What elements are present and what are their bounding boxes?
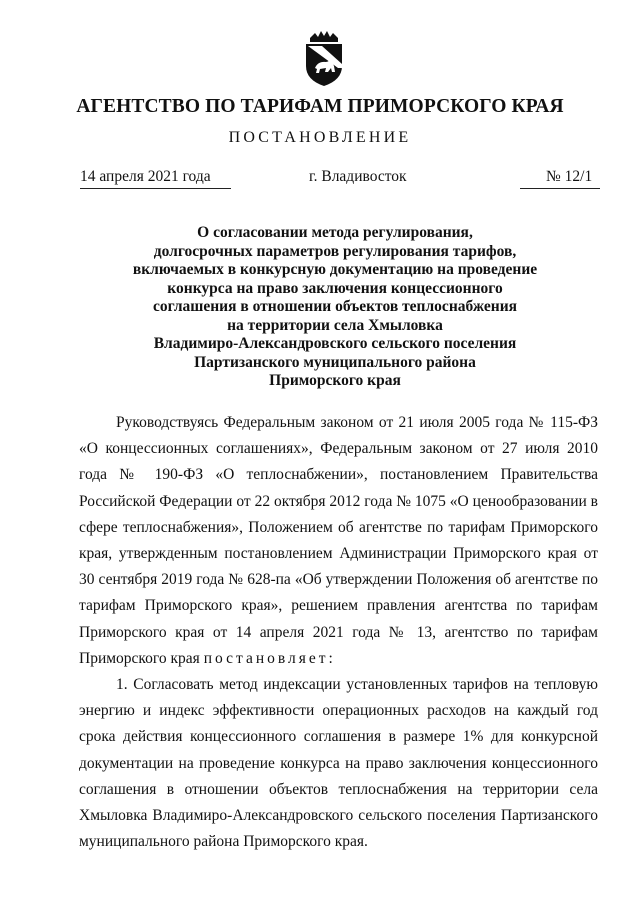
title-line: Партизанского муниципального района	[194, 353, 476, 371]
decree-word: постановляет:	[203, 649, 336, 667]
title-line: долгосрочных параметров регулирования тарифов,	[153, 242, 517, 260]
agency-name: АГЕНТСТВО ПО ТАРИФАМ ПРИМОРСКОГО КРАЯ	[76, 96, 564, 117]
coat-of-arms-icon	[302, 28, 346, 88]
document-number: № 12/1	[546, 168, 593, 185]
date-underline	[80, 188, 231, 189]
document-date: 14 апреля 2021 года	[80, 168, 211, 185]
number-underline	[520, 188, 600, 189]
preamble-text: Руководствуясь Федеральным законом от 21 июля 2005 года № 115-ФЗ «О концессионных соглашениях», Федеральным законом от 27 июля 2010 года № 190-ФЗ «О теплоснабжении», постановлением Правительства Российской Федерации от 22 октября 2012 года № 1075 «О ценообразовании в сфере теплоснабжения», Положением об агентстве по тарифам Приморского края, утвержденным постановлением Администрации Приморского края от 30 сентября 2019 года № 628-па «Об утверждении Положения об агентстве по тарифам Приморского края», решением правления агентства по тарифам Приморского края от 14 апреля 2021 года № 13, агентство по тарифам Приморского края	[79, 414, 598, 667]
document-body	[79, 410, 598, 855]
title-line: Приморского края	[269, 372, 401, 389]
document-city: г. Владивосток	[309, 168, 407, 185]
title-line: на территории села Хмыловка	[227, 316, 443, 334]
title-line: включаемых в конкурсную документацию на проведение	[132, 261, 538, 278]
preamble-paragraph	[79, 410, 598, 672]
document-title	[100, 224, 570, 391]
title-line: соглашения в отношении объектов теплоснабжения	[152, 298, 518, 315]
title-line: конкурса на право заключения концессионного	[167, 279, 503, 297]
title-line: Владимиро-Александровского сельского поселения	[153, 335, 517, 352]
document-type: ПОСТАНОВЛЕНИЕ	[228, 129, 412, 146]
title-line: О согласовании метода регулирования,	[197, 224, 473, 241]
item-1-paragraph: 1. Согласовать метод индексации установленных тарифов на тепловую энергию и индекс эффективности операционных расходов на каждый год срока действия концессионного соглашения в размере 1% для конкурсной документации на проведение конкурса на право заключения концессионного соглашения в отношении объектов теплоснабжения на территории села Хмыловка Владимиро-Александровского сельского поселения Партизанского муниципального района Приморского края.	[79, 676, 598, 851]
